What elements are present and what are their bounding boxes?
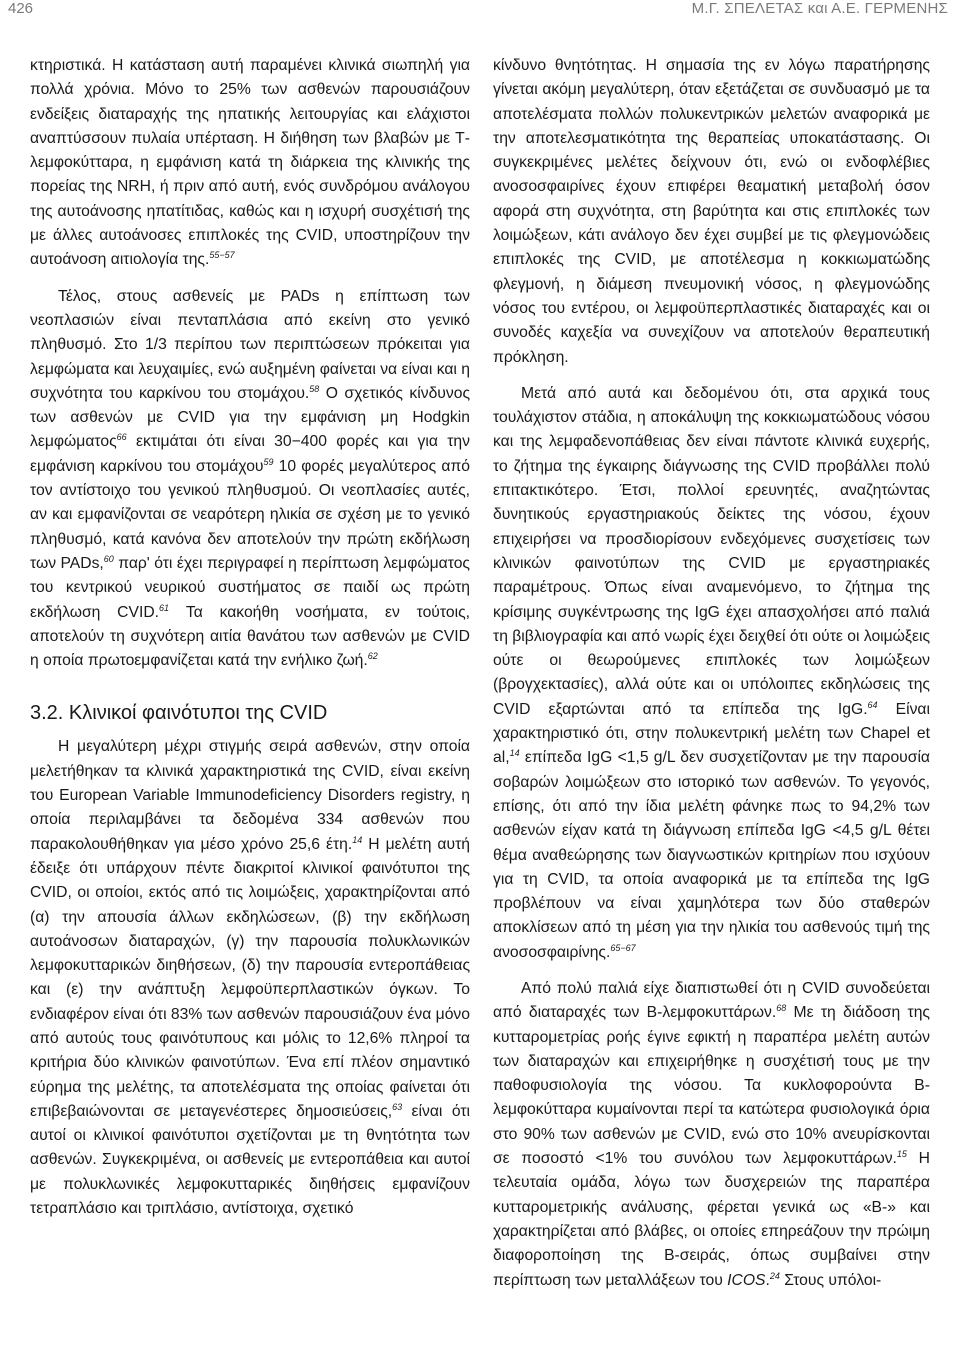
running-head-authors: Μ.Γ. ΣΠΕΛΕΤΑΣ και Α.Ε. ΓΕΡΜΕΝΗΣ bbox=[691, 0, 948, 17]
right-column bbox=[493, 54, 930, 1293]
left-column bbox=[30, 54, 470, 1221]
citation: 62 bbox=[367, 651, 378, 662]
citation: 15 bbox=[896, 1149, 907, 1160]
paragraph-igg-levels: Μετά από αυτά και δεδομένου ότι, στα αρχικά τους τουλάχιστον στάδια, η αποκάλυψη της κοκκιωματώδους νόσου και της λεμφαδενοπάθειας δεν είναι πάντοτε κλινικά ευχερής, το ζήτημα της έγκαιρης διάγνωσης της CVID προβάλλει πολύ επιτακτικότερο. Έτσι, πολλοί ερευνητές, αναζητώντας δυνητικούς εργαστηριακούς δείκτες της νόσου, έχουν επιχειρήσει να προσδιορίσουν ενδεχόμενες συσχετίσεις των κλινικών φαινοτύπων της CVID με εργαστηριακές παραμέτρους. Όπως είναι αναμενόμενο, το ζήτημα της κρίσιμης συγκέντρωσης της IgG έχει απασχολήσει από παλιά τη βιβλιογραφία και από νωρίς έχει δειχθεί ότι ούτε οι λοιμώξεις ούτε οι θεωρούμενες επιπλοκές των λοιμώξεων (βρογχεκτασίες), αλλά ούτε και οι υπόλοιπες εκδηλώσεις της CVID εξαρτώνται από τα επίπεδα της IgG.$^{64}$ Είναι χαρακτηριστικό ότι, στην πολυκεντρική μελέτη των Chapel et al,$^{14}$ επίπεδα IgG <1,5 g/L δεν συσχετίζονταν με την παρουσία σοβαρών λοιμώξεων στο ιστορικό των ασθενών. Το γεγονός, επίσης, ότι από την ίδια μελέτη φάνηκε πως το 94,2% των ασθενών είχαν κατά τη διάγνωση επίπεδα IgG <4,5 g/L θέτει θέμα αναθεώρησης των διαγνωστικών κριτηρίων που ισχύουν για τη CVID, τα οποία αναφορικά με τα επίπεδα της IgG προβλέπουν να είναι χαμηλότερα των δύο σταθερών αποκλίσεων από τη μέση για την ηλικία του ασθενούς τιμή της ανοσοσφαιρίνης.$^{65-67}$ bbox=[493, 384, 930, 961]
citation: 61 bbox=[159, 602, 170, 613]
paragraph-neoplasia: Τέλος, στους ασθενείς με PADs η επίπτωση των νεοπλασιών είναι πενταπλάσια από εκείνη στο γενικό πληθυσμό. Στο 1/3 περίπου των περιπτώσεων πρόκειται για λεμφώματα και λευχαιμίες, ενώ αυξημένη φαίνεται να είναι και η συχνότητα του καρκίνου του στομάχου.$^{58}$ Ο σχετικός κίνδυνος των ασθενών με CVID για την εμφάνιση μη Hodgkin λεμφώματος$^{66}$ εκτιμάται ότι είναι 30−400 φορές και για την εμφάνιση καρκίνου του στομάχου$^{59}$ 10 φορές μεγαλύτερος από τον αντίστοιχο του γενικού πληθυσμού. Οι νεοπλασίες αυτές, αν και εμφανίζονται σε νεαρότερη ηλικία σε σχέση με το γενικό πληθυσμό, κατά κανόνα δεν αποτελούν την πρώτη εκδήλωση των PADs,$^{60}$ παρ' ότι έχει περιγραφεί η περίπτωση λεμφώματος του κεντρικού νευρικού συστήματος σε παιδί ως πρώτη εκδήλωση CVID.$^{61}$ Τα κακοήθη νοσήματα, εν τούτοις, αποτελούν τη συχνότερη αιτία θανάτου των ασθενών με CVID η οποία πρωτοεμφανίζεται κατά την ενήλικο ζωή.$^{62}$ bbox=[30, 287, 471, 670]
citation: 63 bbox=[392, 1101, 403, 1112]
citation: 68 bbox=[776, 1003, 787, 1014]
citation: 66 bbox=[116, 432, 127, 443]
citation: 60 bbox=[103, 553, 114, 564]
paragraph-mortality-risk: κίνδυνο θνητότητας. Η σημασία της εν λόγω παρατήρησης γίνεται ακόμη μεγαλύτερη, όταν εξετάζεται σε συνδυασμό με τα αποτελέσματα πολλών πολυκεντρικών μελετών αναφορικά με την αποτελεσματικότητα της θεραπείας υποκατάστασης. Οι συγκεκριμένες μελέτες δείχνουν ότι, ενώ οι ενδοφλέβιες ανοσοσφαιρίνες έχουν επιφέρει θεαματική μεταβολή όσον αφορά στη συχνότητα, στη βαρύτητα και στις επιπλοκές των λοιμώξεων, κάτι ανάλογο δεν έχει συμβεί με τις φλεγμονώδεις επιπλοκές της CVID, με αποτέλεσμα η κοκκιωματώδης φλεγμονή, η διάμεση πνευμονική νόσος, η φλεγμονώδης νόσος του εντέρου, οι λεμφοϋπερπλαστικές διαταραχές και οι συνοδές καχεξία να συνεχίζουν να αποτελούν θεραπευτική πρόκληση. bbox=[493, 57, 930, 366]
paragraph-nrh-autoimmune: κτηριστικά. Η κατάσταση αυτή παραμένει κλινικά σιωπηλή για πολλά χρόνια. Μόνο το 25% των ασθενών παρουσιάζουν ενδείξεις διαταραχής της ηπατικής λειτουργίας και ελάχιστοι αναπτύσσουν πυλαία υπέρταση. Η διήθηση των βλαβών με Τ-λεμφοκύτταρα, η εμφάνιση κατά τη διάρκεια της κλινικής της πορείας της NRH, ή πριν από αυτή, ενός συνδρόμου ανάλογου της αυτοάνοσης ηπατίτιδας, καθώς και η ισχυρή συσχέτισή της με άλλες αυτοάνοσες επιπλοκές της CVID, υποστηρίζουν την αυτοάνοση αιτιολογία της.$^{55-57}$ bbox=[30, 57, 470, 269]
paragraph-b-lymphocytes: Από πολύ παλιά είχε διαπιστωθεί ότι η CVID συνοδεύεται από διαταραχές των Β-λεμφοκυττάρων.$^{68}$ Με τη διάδοση της κυτταρομετρίας ροής έγινε εφικτή η παραπέρα μελέτη αυτών των διαταραχών και επιχειρήθηκε η συσχέτισή τους με την παθοφυσιολογία της νόσου. Τα κυκλοφορούντα Β-λεμφοκύτταρα κυμαίνονται περί τα κατώτερα φυσιολογικά όρια στο 90% των ασθενών με CVID, ενώ στο 10% ανευρίσκονται σε ποσοστό <1% του συνόλου των λεμφοκυττάρων.$^{15}$ Η τελευταία ομάδα, λόγω των δυσχερειών της παραπέρα κυτταρομετρικής ανάλυσης, φέρεται γενικά ως «Β-» και χαρακτηρίζεται από βλάβες, οι οποίες επηρεάζουν την πρώιμη διαφοροποίηση της Β-σειράς, όπως συμβαίνει στην περίπτωση των μεταλλάξεων του ICOS.$^{24}$ Στους υπόλοι- bbox=[493, 979, 931, 1289]
citation: 55−57 bbox=[209, 250, 235, 261]
citation: 14 bbox=[509, 748, 520, 759]
citation: 24 bbox=[769, 1270, 780, 1281]
page-header bbox=[0, 0, 960, 34]
page-number: 426 bbox=[8, 0, 34, 17]
citation: 64 bbox=[867, 699, 878, 710]
citation: 14 bbox=[352, 834, 363, 845]
section-heading-clinical-phenotypes: 3.2. Κλινικοί φαινότυποι της CVID bbox=[30, 702, 328, 725]
gene-name-icos: ICOS bbox=[727, 1271, 766, 1289]
citation: 65−67 bbox=[610, 942, 636, 953]
citation: 59 bbox=[263, 456, 274, 467]
citation: 58 bbox=[309, 383, 320, 394]
paragraph-european-registry: Η μεγαλύτερη μέχρι στιγμής σειρά ασθενών, στην οποία μελετήθηκαν τα κλινικά χαρακτηριστικά της CVID, είναι εκείνη του European Variable Immunodeficiency Disorders registry, η οποία περιλαμβάνει τα δεδομένα 334 ασθενών που παρακολουθήθηκαν για μέσο χρόνο 25,6 έτη.$^{14}$ Η μελέτη αυτή έδειξε ότι υπάρχουν πέντε διακριτοί κλινικοί φαινότυποι της CVID, οι οποίοι, εκτός από τις λοιμώξεις, χαρακτηρίζονται από (α) την απουσία άλλων εκδηλώσεων, (β) την εκδήλωση αυτοάνοσων διαταραχών, (γ) την παρουσία πολυκλωνικών λεμφοκυτταρικών διηθήσεων, (δ) την παρουσία εντεροπάθειας και (ε) την ανάπτυξη λεμφοϋπερπλαστικών όγκων. Το ενδιαφέρον είναι ότι 83% των ασθενών παρουσιάζουν ένα μόνο από αυτούς τους φαινότυπους και μόλις το 12,6% πληροί τα κριτήρια δύο κλινικών φαινοτύπων. Ένα επί πλέον σημαντικό εύρημα της μελέτης, τα αποτελέσματα της οποίας φαίνεται ότι επιβεβαιώνονται σε μεταγενέστερες δημοσιεύσεις,$^{63}$ είναι ότι αυτοί οι κλινικοί φαινότυποι σχετίζονται με τη θνητότητα των ασθενών. Συγκεκριμένα, οι ασθενείς με εντεροπάθεια και αυτοί με πολυκλωνικές λεμφοκυτταρικές διηθήσεις εμφανίζουν τετραπλάσιο και τριπλάσιο, αντίστοιχα, σχετικό bbox=[30, 738, 471, 1218]
